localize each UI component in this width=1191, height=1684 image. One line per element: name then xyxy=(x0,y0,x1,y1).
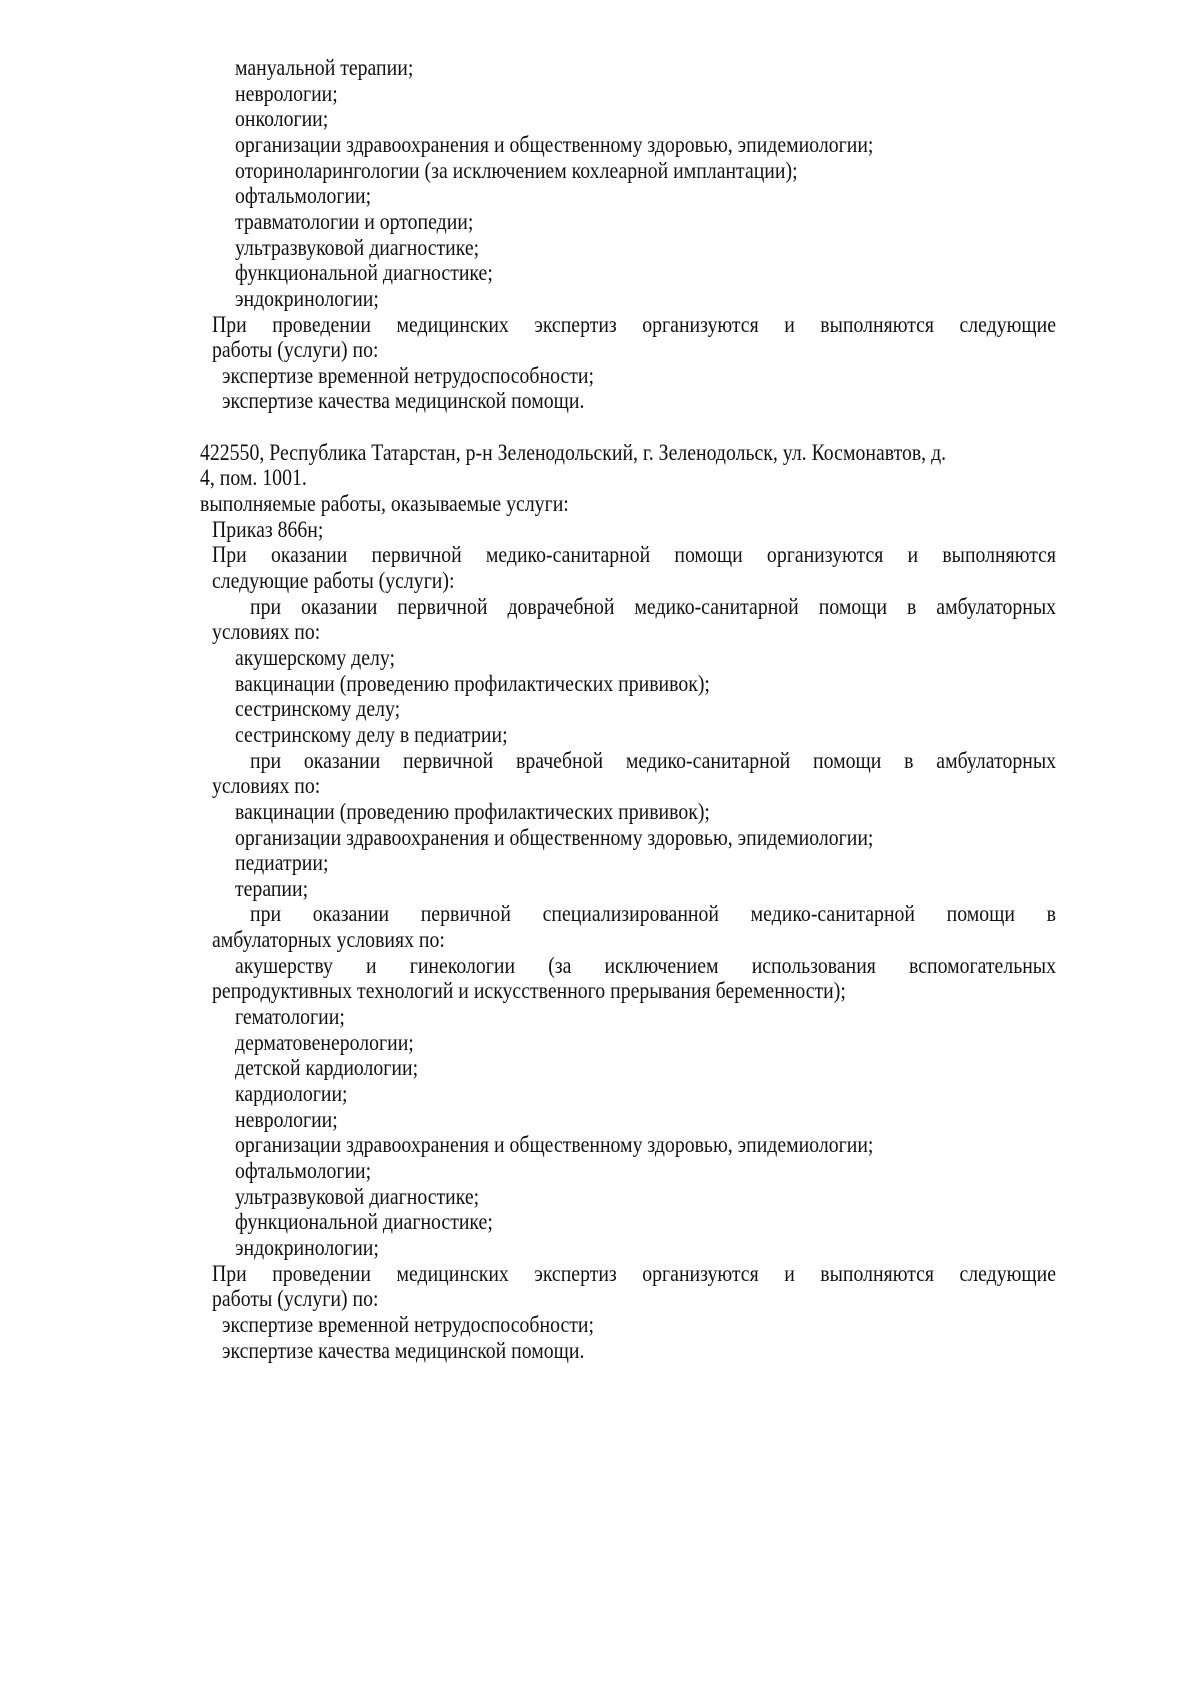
text-line: сестринскому делу в педиатрии; xyxy=(235,721,508,747)
text-line: вакцинации (проведению профилактических прививок); xyxy=(235,670,710,696)
text-line: травматологии и ортопедии; xyxy=(235,208,474,234)
text-line: офтальмологии; xyxy=(235,1157,372,1183)
text-line: Приказ 866н; xyxy=(212,516,324,542)
text-line: детской кардиологии; xyxy=(235,1055,419,1081)
text-line: при оказании первичной врачебной медико-санитарной помощи в амбулаторных xyxy=(250,747,1056,773)
text-line: При проведении медицинских экспертиз организуются и выполняются следующие xyxy=(212,311,1056,337)
text-line: 422550, Республика Татарстан, р-н Зеленодольский, г. Зеленодольск, ул. Космонавтов, д. xyxy=(200,439,947,465)
text-line: офтальмологии; xyxy=(235,183,372,209)
text-line: при оказании первичной специализированной медико-санитарной помощи в xyxy=(250,901,1056,927)
text-line: дерматовенерологии; xyxy=(235,1029,414,1055)
text-line: неврологии; xyxy=(235,80,338,106)
text-line: экспертизе временной нетрудоспособности; xyxy=(222,1311,594,1337)
text-line: кардиологии; xyxy=(235,1081,348,1106)
text-line: функциональной диагностике; xyxy=(235,260,493,286)
text-line: При оказании первичной медико-санитарной помощи организуются и выполняются xyxy=(212,542,1056,568)
text-line: организации здравоохранения и общественному здоровью, эпидемиологии; xyxy=(235,1132,874,1158)
text-line: педиатрии; xyxy=(235,850,329,876)
text-line: ультразвуковой диагностике; xyxy=(235,234,480,260)
text-line: условиях по: xyxy=(212,773,321,799)
text-line: амбулаторных условиях по: xyxy=(212,927,445,953)
text-line: экспертизе временной нетрудоспособности; xyxy=(222,362,594,388)
text-line: при оказании первичной доврачебной медико-санитарной помощи в амбулаторных xyxy=(250,593,1056,619)
text-line: гематологии; xyxy=(235,1004,345,1030)
text-line: организации здравоохранения и общественному здоровью, эпидемиологии; xyxy=(235,131,874,157)
text-line: экспертизе качества медицинской помощи. xyxy=(222,388,585,414)
text-line: условиях по: xyxy=(212,619,321,645)
text-line: онкологии; xyxy=(235,106,329,132)
text-line: акушерству и гинекологии (за исключением использования вспомогательных xyxy=(235,952,1056,978)
text-line: работы (услуги) по: xyxy=(212,1286,379,1312)
text-line: вакцинации (проведению профилактических прививок); xyxy=(235,798,710,824)
text-line: сестринскому делу; xyxy=(235,696,401,722)
text-line: экспертизе качества медицинской помощи. xyxy=(222,1337,585,1363)
text-line: При проведении медицинских экспертиз организуются и выполняются следующие xyxy=(212,1260,1056,1286)
text-line: 4, пом. 1001. xyxy=(200,465,307,491)
text-line: организации здравоохранения и общественному здоровью, эпидемиологии; xyxy=(235,824,874,850)
text-line: репродуктивных технологий и искусственного прерывания беременности); xyxy=(212,978,846,1004)
text-line: акушерскому делу; xyxy=(235,644,396,670)
text-line: выполняемые работы, оказываемые услуги: xyxy=(200,491,569,517)
text-line: следующие работы (услуги): xyxy=(212,568,455,593)
text-line: работы (услуги) по: xyxy=(212,337,379,363)
text-line: функциональной диагностике; xyxy=(235,1209,493,1235)
text-line: терапии; xyxy=(235,875,309,901)
text-line: неврологии; xyxy=(235,1106,338,1132)
text-line: оториноларингологии (за исключением кохлеарной имплантации); xyxy=(235,157,798,183)
text-line: ультразвуковой диагностике; xyxy=(235,1183,480,1209)
text-line: эндокринологии; xyxy=(235,1234,379,1260)
text-line: мануальной терапии; xyxy=(235,55,414,80)
text-line: эндокринологии; xyxy=(235,285,379,311)
